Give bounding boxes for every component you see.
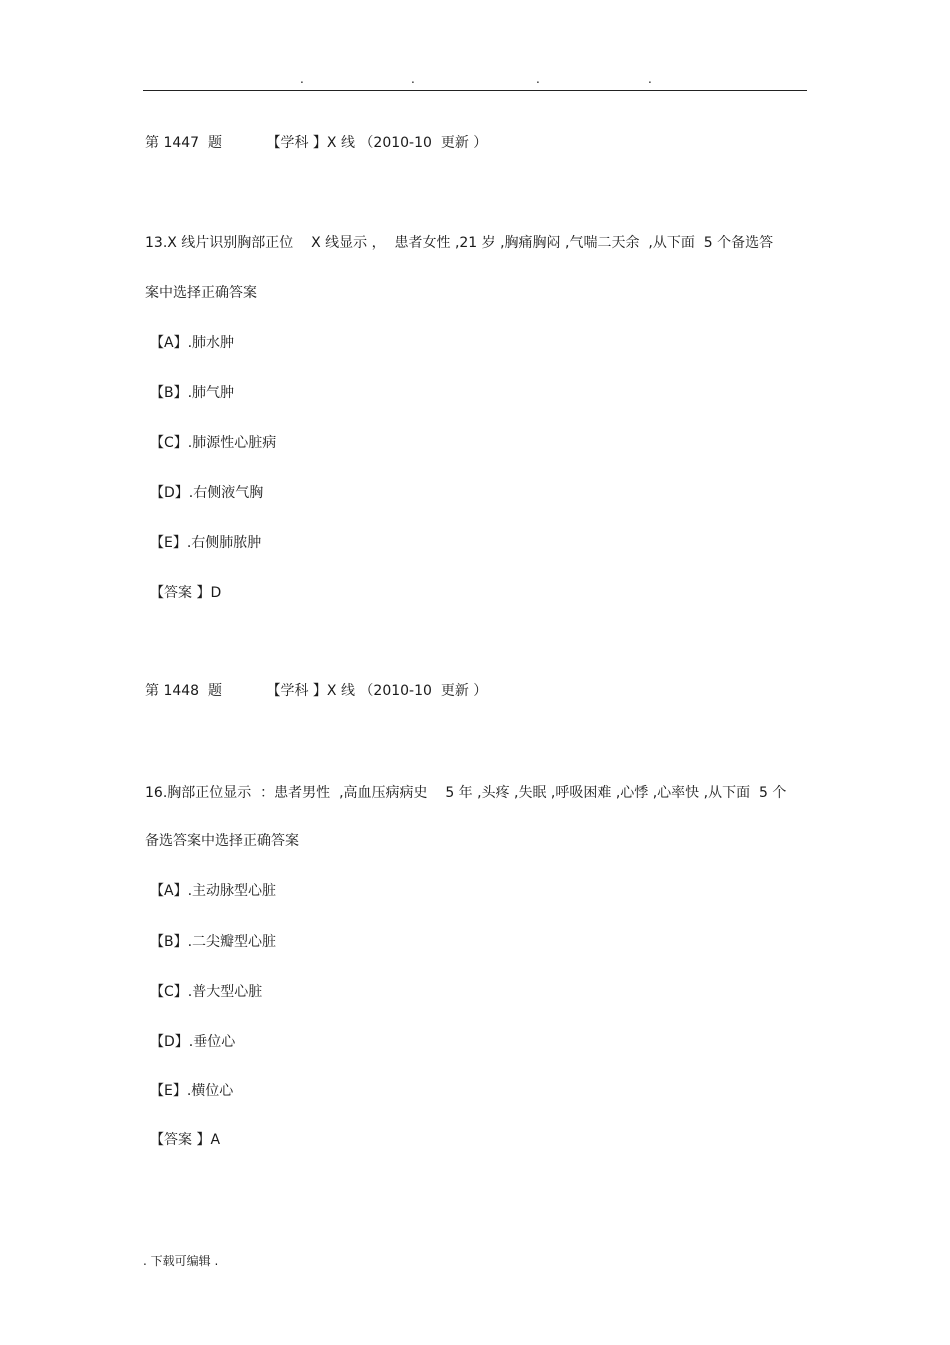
question-meta: 第 1448 题 【学科 】X 线 （2010-10 更新 ）	[145, 683, 488, 699]
answer: 【答案 】A	[150, 1132, 221, 1148]
answer: 【答案 】D	[150, 585, 222, 601]
header-dot: .	[648, 72, 652, 86]
option-c: 【C】.肺源性心脏病	[150, 435, 277, 451]
option-b: 【B】.二尖瓣型心脏	[150, 934, 277, 950]
option-d: 【D】.右侧液气胸	[150, 485, 264, 501]
question-meta: 第 1447 题 【学科 】X 线 （2010-10 更新 ）	[145, 135, 488, 151]
page-footer: . 下载可编辑 .	[143, 1254, 219, 1268]
option-b: 【B】.肺气肿	[150, 385, 235, 401]
header-dots	[0, 72, 950, 86]
header-dot: .	[411, 72, 415, 86]
option-c: 【C】.普大型心脏	[150, 984, 263, 1000]
option-e: 【E】.右侧肺脓肿	[150, 535, 262, 551]
question-stem-line: 13.X 线片识别胸部正位 X 线显示 ， 患者女性 ,21 岁 ,胸痛胸闷 ,气喘二天余 ,从下面 5 个备选答	[145, 235, 774, 251]
question-stem-line: 案中选择正确答案	[145, 285, 257, 301]
header-dot: .	[300, 72, 304, 86]
question-stem-line: 备选答案中选择正确答案	[145, 833, 299, 849]
option-d: 【D】.垂位心	[150, 1034, 236, 1050]
option-e: 【E】.横位心	[150, 1083, 234, 1099]
option-a: 【A】.主动脉型心脏	[150, 883, 277, 899]
header-rule	[143, 90, 807, 91]
header-dot: .	[536, 72, 540, 86]
option-a: 【A】.肺水肿	[150, 335, 235, 351]
question-stem-line: 16.胸部正位显示 ：患者男性 ,高血压病病史 5 年 ,头疼 ,失眠 ,呼吸困难 ,心悸 ,心率快 ,从下面 5 个	[145, 785, 787, 801]
